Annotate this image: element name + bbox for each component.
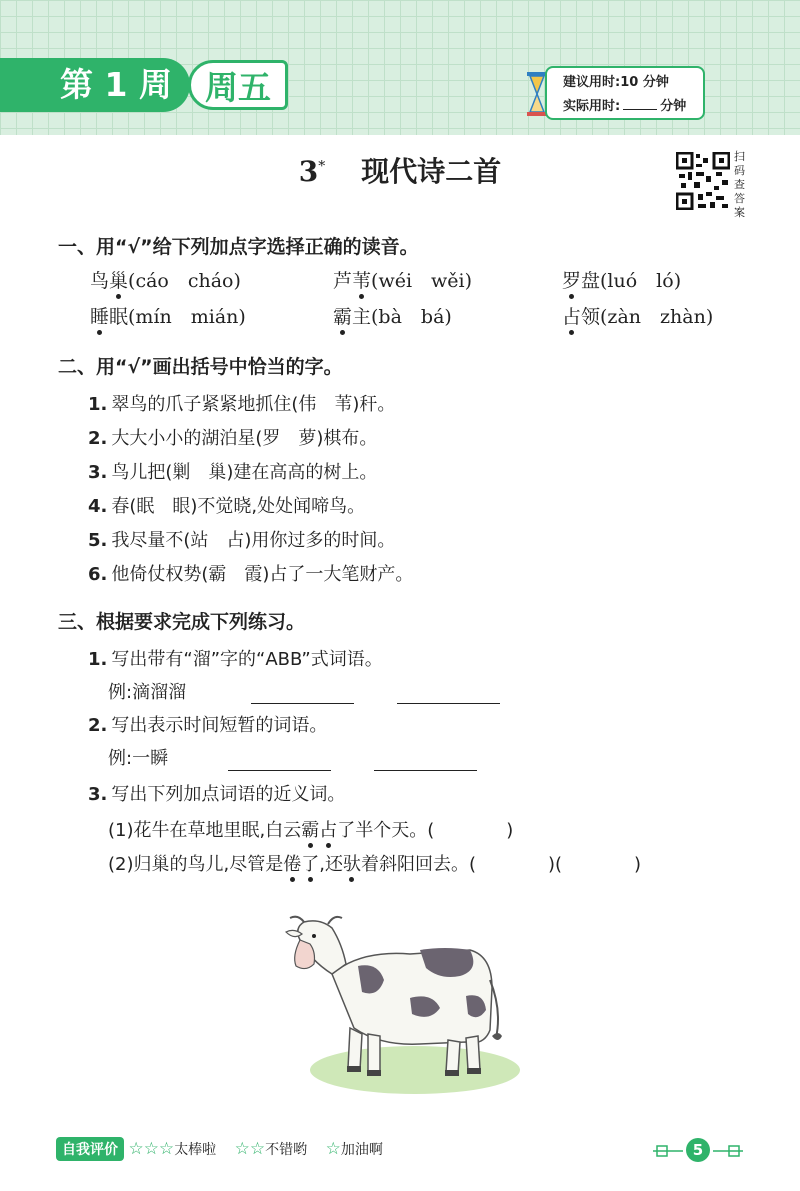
self-evaluation: 自我评价 ☆☆☆太棒啦 ☆☆不错哟 ☆加油啊 (56, 1137, 397, 1161)
sentence-1: (1)花牛在草地里眠,白云霸占了半个天。( ) (108, 820, 514, 841)
pinyin-item: 鸟巢(cáo cháo) (90, 270, 241, 292)
answer-line[interactable] (374, 770, 477, 771)
list-item: 1. 翠鸟的爪子紧紧地抓住(伟 苇)秆。 (88, 394, 396, 415)
pinyin-item: 罗盘(luó ló) (562, 270, 682, 292)
question-2: 2. 写出表示时间短暂的词语。 (88, 715, 328, 736)
lesson-title: 3* 现代诗二首 (298, 155, 502, 188)
list-item: 5. 我尽量不(站 占)用你过多的时间。 (88, 530, 396, 551)
example-1: 例:滴溜溜 (108, 682, 187, 703)
actual-time: 实际用时: 分钟 (563, 95, 703, 119)
answer-line[interactable] (397, 703, 500, 704)
qr-caption: 扫码查答案 (734, 150, 745, 219)
section3-heading: 三、根据要求完成下列练习。 (58, 611, 306, 633)
star-icon[interactable]: ☆☆ (234, 1139, 266, 1159)
sentence-2: (2)归巢的鸟儿,尽管是倦了,还驮着斜阳回去。( )( ) (108, 854, 642, 875)
list-item: 2. 大大小小的湖泊星(罗 萝)棋布。 (88, 428, 378, 449)
section2-heading: 二、用“√”画出括号中恰当的字。 (58, 356, 343, 378)
list-item: 6. 他倚仗权势(霸 霞)占了一大笔财产。 (88, 564, 414, 585)
pinyin-item: 睡眠(mín mián) (90, 306, 246, 328)
question-3: 3. 写出下列加点词语的近义词。 (88, 784, 346, 805)
list-item: 3. 鸟儿把(剿 巢)建在高高的树上。 (88, 462, 378, 483)
day-label: 周五 (188, 60, 288, 110)
star-icon[interactable]: ☆ (325, 1139, 341, 1159)
page-header (0, 0, 800, 135)
cow-illustration (270, 910, 520, 1100)
answer-line[interactable] (228, 770, 331, 771)
answer-line[interactable] (251, 703, 354, 704)
self-evaluation-label: 自我评价 (56, 1137, 124, 1161)
page-number: 5 (653, 1138, 743, 1164)
pinyin-item: 占领(zàn zhàn) (562, 306, 714, 328)
section1-heading: 一、用“√”给下列加点字选择正确的读音。 (58, 236, 419, 258)
question-1: 1. 写出带有“溜”字的“ABB”式词语。 (88, 649, 383, 670)
time-box (545, 66, 705, 120)
week-label: 第 1 周 (0, 58, 190, 112)
example-2: 例:一瞬 (108, 748, 169, 769)
pinyin-item: 霸主(bà bá) (333, 306, 452, 328)
pinyin-item: 芦苇(wéi wěi) (333, 270, 473, 292)
star-icon[interactable]: ☆☆☆ (128, 1139, 175, 1159)
suggested-time: 建议用时:10 分钟 (563, 75, 669, 90)
list-item: 4. 春(眠 眼)不觉晓,处处闻啼鸟。 (88, 496, 366, 517)
